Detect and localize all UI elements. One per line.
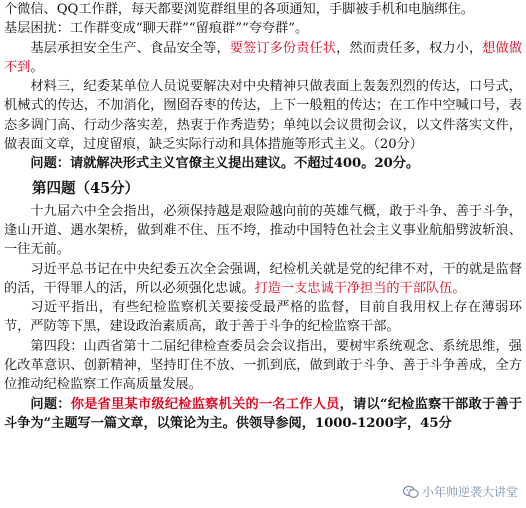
text-segment: 习近平总书记在中央纪委五次全会强调，纪检机关就是党的纪律不对，干的就是监督的活，干得罪人的活，所以必须强化忠诚。 (4, 261, 522, 296)
paragraph-sixth-plenum: 十九届六中全会指出，必须保持越是艰险越向前的英雄气概，敢于斗争、善于斗争，逢山开道、遇水架桥，做到难不住、压不垮，推动中国特色社会主义事业航船劈波斩浪、一往无前。 (4, 203, 522, 258)
document-page (4, 0, 522, 433)
watermark (401, 483, 520, 502)
red-highlight-text: 你是省里某市级纪检监察机关的一名工作人员 (70, 396, 340, 412)
text-segment: ，请以“纪检监察干部敢于善于斗争为”主题写一篇文章，以策论为主。供领导参阅，1000-1200字，45分 (4, 396, 523, 431)
text-segment: 。 (30, 59, 44, 75)
paragraph-wechat-groups: 个微信、QQ工作群，每天都要浏览群组里的各项通知，手脚被手机和电脑绑住。 (4, 2, 474, 17)
text-segment: 基层承担安全生产、食品安全等， (30, 40, 230, 56)
question-three: 问题：请就解决形式主义官僚主义提出建议。不超过400。20分。 (30, 156, 420, 172)
paragraph-responsibility (4, 39, 522, 78)
question-four (4, 395, 522, 434)
text-segment: ，然而责任多，权力小， (336, 40, 483, 56)
section-heading-question-four: 第四题（45分） (32, 179, 140, 197)
red-highlight-text: 打造一支忠诚干净担当的干部队伍。 (254, 280, 466, 296)
paragraph-shanxi-meeting: 第四段：山西省第十二届纪律检查委员会会议指出，要树牢系统观念、系统思维，强化改革意识、创新精神，坚持盯住不放、一抓到底，做到敢于斗争、善于斗争善成，全方位推动纪检监察工作高质量发展。 (4, 338, 522, 393)
paragraph-grassroots-troubles: 基层困扰：工作群变成“聊天群”“留痕群”“夸夸群”。 (4, 21, 309, 37)
red-highlight-text: 要签订多份责任状 (229, 40, 337, 56)
paragraph-material-three: 材料三，纪委某单位人员说要解决对中央精神只做表面上轰轰烈烈的传达，口号式，机械式的传达，不加消化，囫囵吞枣的传达，上下一般粗的传达；在工作中空喊口号，表态多调门高、行动少落实差，热衷于作秀造势；单纯以会议贯彻会议，以文件落实文件，做表面文章，过度留痕，缺乏实际行动和具体措施等形式主义。（20分） (4, 79, 522, 153)
paragraph-central-commission (4, 260, 522, 299)
watermark-text: 小年帅逆袭大讲堂 (421, 484, 518, 499)
wechat-channel-icon (403, 485, 419, 499)
text-segment: 问题： (30, 396, 71, 412)
red-highlight-text: 想做做不到 (4, 40, 523, 75)
paragraph-supervision: 习近平指出，有些纪检监察机关要接受最严格的监督，目前自我用权上存在薄弱环节，严防等下黑，建设政治素质高，敢于善于斗争的纪检监察干部。 (4, 300, 522, 335)
